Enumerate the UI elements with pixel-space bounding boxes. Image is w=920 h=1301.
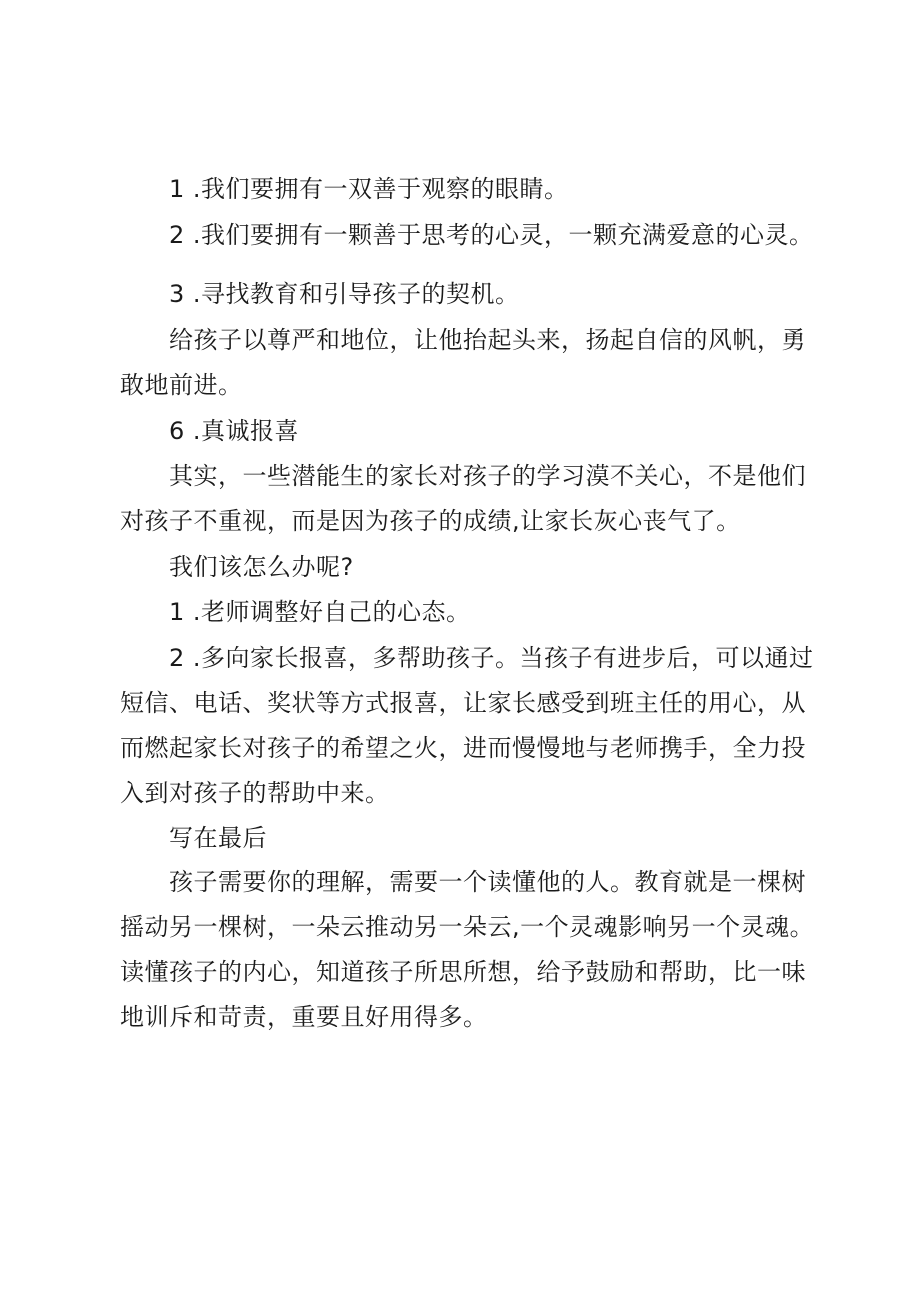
- list-item-observe: 1 .我们要拥有一双善于观察的眼睛。: [169, 175, 569, 203]
- paragraph-dignity: 给孩子以尊严和地位，让他抬起头来，扬起自信的风帆，勇敢地前进。: [120, 326, 806, 399]
- list-item-report-to-parents: 2 .多向家长报喜，多帮助孩子。当孩子有进步后，可以通过短信、电话、奖状等方式报喜，让家长感受到班主任的用心，从而燃起家长对孩子的希望之火，进而慢慢地与老师携手，全力投入到对孩子的帮助中来。: [120, 644, 814, 807]
- section-heading-final-words: 写在最后: [169, 824, 267, 852]
- section-heading-report-good-news: 6 .真诚报喜: [169, 417, 300, 445]
- list-item-opportunity: 3 .寻找教育和引导孩子的契机。: [169, 280, 520, 308]
- paragraph-question: 我们该怎么办呢?: [169, 553, 354, 581]
- list-item-think: 2 .我们要拥有一颗善于思考的心灵，一颗充满爱意的心灵。: [169, 221, 814, 249]
- paragraph-parents: 其实，一些潜能生的家长对孩子的学习漠不关心，不是他们对孩子不重视，而是因为孩子的成绩,让家长灰心丧气了。: [120, 462, 806, 535]
- paragraph-conclusion: 孩子需要你的理解，需要一个读懂他的人。教育就是一棵树摇动另一棵树，一朵云推动另一朵云,一个灵魂影响另一个灵魂。读懂孩子的内心，知道孩子所思所想，给予鼓励和帮助，比一味地训斥和苛责，重要且好用得多。: [120, 868, 815, 1031]
- list-item-teacher-mindset: 1 .老师调整好自己的心态。: [169, 598, 471, 626]
